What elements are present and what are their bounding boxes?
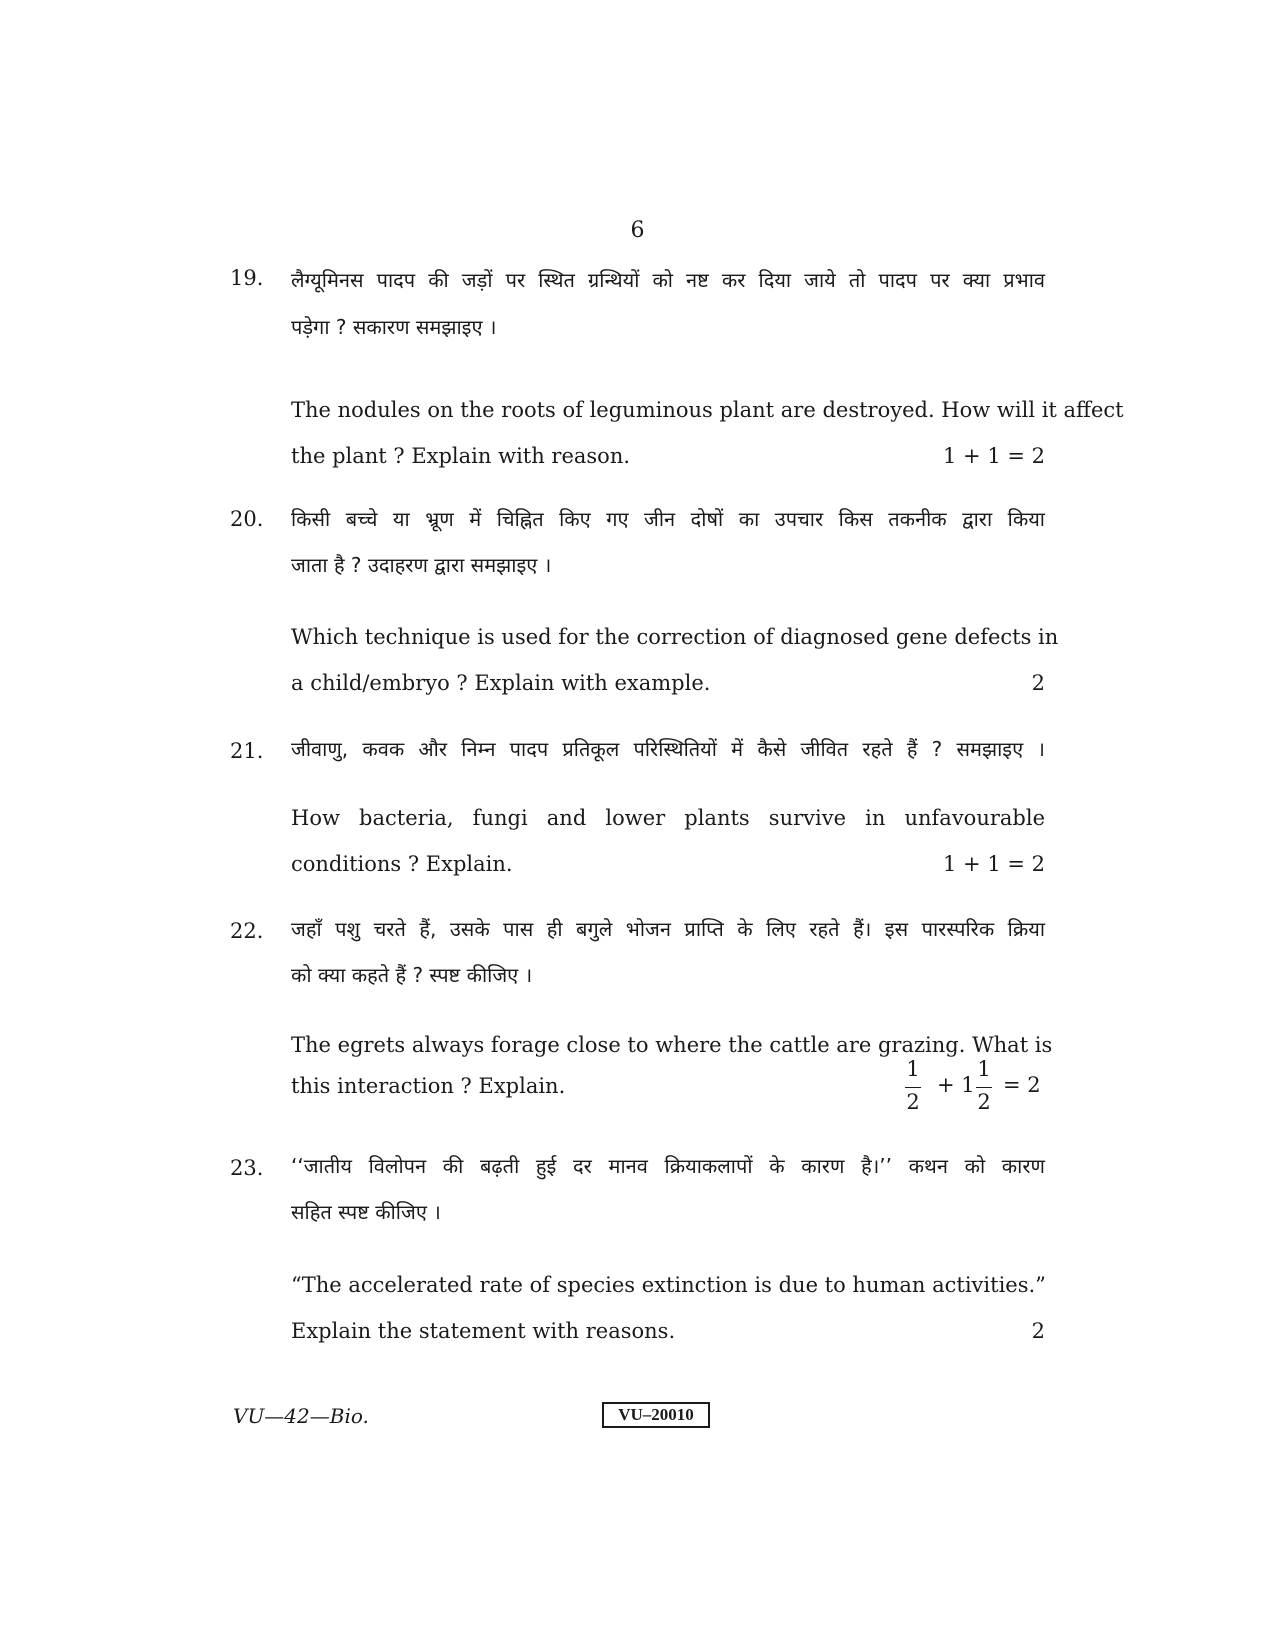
question-hindi-line: लैग्यूमिनस पादप की जड़ों पर स्थित ग्रन्थियों को नष्ट कर दिया जाये तो पादप पर क्या प्रभाव (291, 268, 1045, 292)
question-hindi-line: ‘‘जातीय विलोपन की बढ़ती हुई दर मानव क्रियाकलापों के कारण है।’’ कथन को कारण (291, 1154, 1045, 1178)
question-marks: 1 + 1 = 2 (943, 444, 1045, 468)
question-number: 21. (230, 739, 264, 763)
question-english-line: a child/embryo ? Explain with example. (291, 671, 711, 695)
question-marks (900, 1057, 1045, 1117)
question-number: 23. (230, 1156, 264, 1180)
fraction-denominator: 2 (906, 1090, 920, 1114)
question-number: 22. (230, 919, 264, 943)
fraction-bar (976, 1087, 992, 1088)
question-english-line: this interaction ? Explain. (291, 1074, 566, 1098)
question-english-line: the plant ? Explain with reason. (291, 444, 631, 468)
question-hindi-line: जाता है ? उदाहरण द्वारा समझाइए । (291, 553, 552, 577)
question-hindi-line: को क्या कहते हैं ? स्पष्ट कीजिए । (291, 963, 533, 987)
question-english-line: Which technique is used for the correction of diagnosed gene defects in (291, 625, 1059, 649)
fraction-denominator: 2 (977, 1090, 991, 1114)
question-english-line: conditions ? Explain. (291, 852, 513, 876)
fraction-bar (905, 1087, 921, 1088)
footer-paper-code: VU—42—Bio. (233, 1404, 369, 1428)
question-marks: 2 (1031, 671, 1045, 695)
marks-plus-one: + 1 (937, 1073, 975, 1097)
question-english-line: How bacteria, fungi and lower plants survive in unfavourable (291, 806, 1045, 830)
question-english-line: Explain the statement with reasons. (291, 1319, 676, 1343)
question-number: 19. (230, 266, 264, 290)
question-hindi-line: सहित स्पष्ट कीजिए । (291, 1200, 441, 1224)
fraction-numerator: 1 (906, 1057, 920, 1081)
marks-equals: = 2 (1003, 1073, 1041, 1097)
question-english-line: “The accelerated rate of species extinction is due to human activities.” (291, 1273, 1046, 1297)
footer-serial-code: VU–20010 (602, 1402, 710, 1428)
question-hindi-line: किसी बच्चे या भ्रूण में चिह्नित किए गए जीन दोषों का उपचार किस तकनीक द्वारा किया (291, 507, 1045, 531)
question-number: 20. (230, 507, 264, 531)
question-english-line: The egrets always forage close to where the cattle are grazing. What is (291, 1033, 1053, 1057)
question-marks: 2 (1031, 1319, 1045, 1343)
question-english-line: The nodules on the roots of leguminous plant are destroyed. How will it affect (291, 398, 1124, 422)
question-hindi-line: जहाँ पशु चरते हैं, उसके पास ही बगुले भोजन प्राप्ति के लिए रहते हैं। इस पारस्परिक क्रिया (291, 917, 1045, 941)
question-hindi-line: जीवाणु, कवक और निम्न पादप प्रतिकूल परिस्थितियों में कैसे जीवित रहते हैं ? समझाइए । (291, 737, 1045, 761)
page-number: 6 (630, 218, 645, 243)
question-marks: 1 + 1 = 2 (943, 852, 1045, 876)
fraction-numerator: 1 (977, 1057, 991, 1081)
question-hindi-line: पड़ेगा ? सकारण समझाइए । (291, 315, 497, 339)
